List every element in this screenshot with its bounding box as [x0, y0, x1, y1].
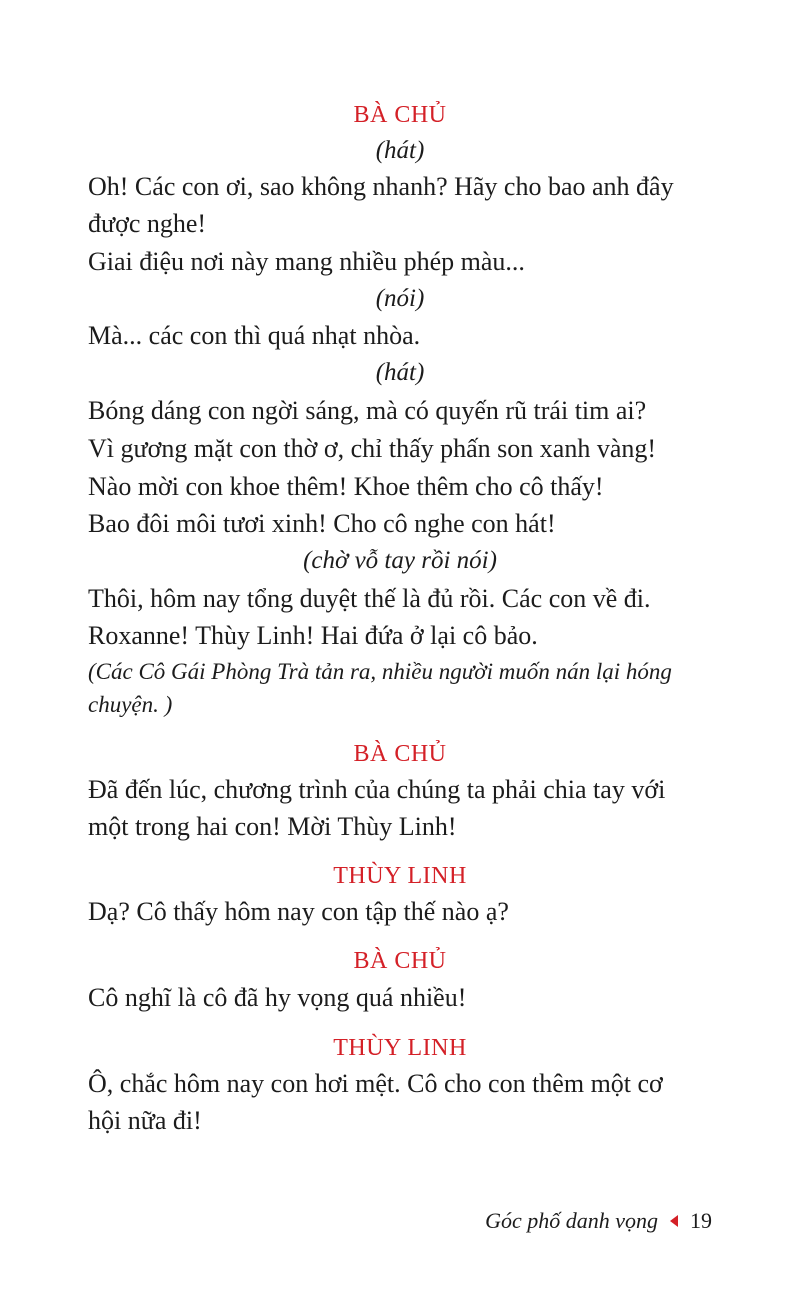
- dialogue-line: được nghe!: [88, 209, 207, 238]
- dialogue-line: Dạ? Cô thấy hôm nay con tập thế nào ạ?: [88, 897, 509, 926]
- stage-action: chuyện. ): [88, 692, 173, 717]
- speaker-name: THÙY LINH: [333, 863, 467, 889]
- stage-action: (Các Cô Gái Phòng Trà tản ra, nhiều người muốn nán lại hóng: [88, 659, 672, 684]
- dialogue-line: Cô nghĩ là cô đã hy vọng quá nhiều!: [88, 983, 467, 1012]
- stage-direction: (hát): [375, 137, 425, 164]
- dialogue-line: Ô, chắc hôm nay con hơi mệt. Cô cho con thêm một cơ: [88, 1069, 663, 1098]
- page-footer: [485, 1206, 712, 1236]
- dialogue-line: một trong hai con! Mời Thùy Linh!: [88, 812, 457, 841]
- stage-direction: (chờ vỗ tay rồi nói): [303, 547, 497, 574]
- dialogue-line: Thôi, hôm nay tổng duyệt thế là đủ rồi. Các con về đi.: [88, 584, 651, 613]
- red-left-triangle-icon: [670, 1215, 678, 1227]
- dialogue-line: Roxanne! Thùy Linh! Hai đứa ở lại cô bảo.: [88, 621, 538, 650]
- dialogue-line: Mà... các con thì quá nhạt nhòa.: [88, 321, 421, 350]
- speaker-name: BÀ CHỦ: [353, 948, 447, 974]
- stage-direction: (nói): [375, 285, 425, 312]
- dialogue-line: hội nữa đi!: [88, 1106, 202, 1135]
- dialogue-line: Nào mời con khoe thêm! Khoe thêm cho cô thấy!: [88, 472, 604, 501]
- dialogue-line: Giai điệu nơi này mang nhiều phép màu...: [88, 247, 525, 276]
- speaker-name: BÀ CHỦ: [353, 741, 447, 767]
- book-title: Góc phố danh vọng: [485, 1208, 658, 1233]
- speaker-name: THÙY LINH: [333, 1035, 467, 1061]
- dialogue-line: Vì gương mặt con thờ ơ, chỉ thấy phấn son xanh vàng!: [88, 434, 657, 463]
- speaker-name: BÀ CHỦ: [353, 102, 447, 128]
- stage-direction: (hát): [375, 359, 425, 386]
- dialogue-line: Đã đến lúc, chương trình của chúng ta phải chia tay với: [88, 775, 666, 804]
- dialogue-line: Oh! Các con ơi, sao không nhanh? Hãy cho bao anh đây: [88, 172, 674, 201]
- dialogue-line: Bao đôi môi tươi xinh! Cho cô nghe con hát!: [88, 509, 556, 538]
- dialogue-line: Bóng dáng con ngời sáng, mà có quyến rũ trái tim ai?: [88, 396, 647, 425]
- page-number: 19: [690, 1208, 712, 1233]
